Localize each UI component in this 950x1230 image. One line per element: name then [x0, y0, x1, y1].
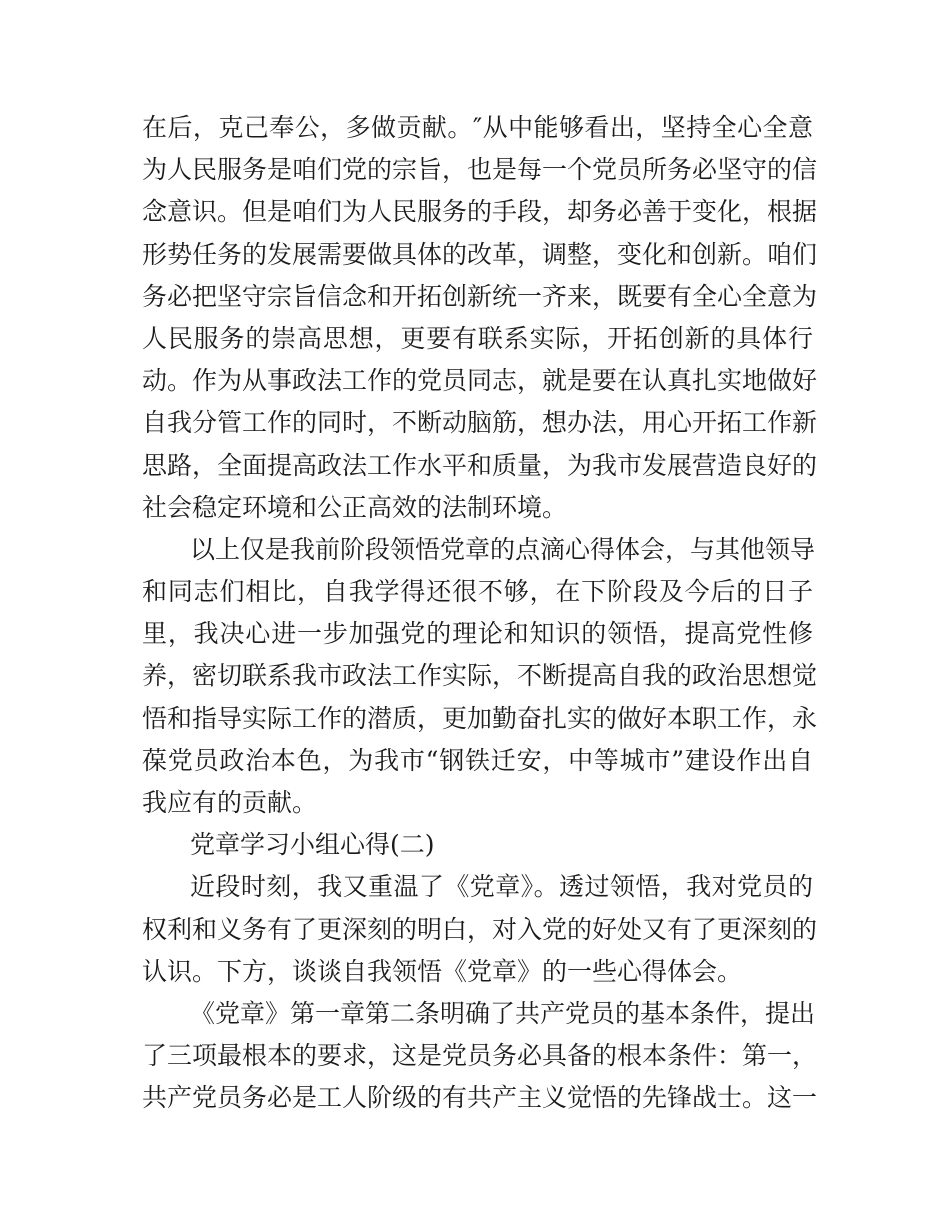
text-line: 里，我决心进一步加强党的理论和知识的领悟，提高党性修 — [142, 619, 813, 649]
text-line: 思路，全面提高政法工作水平和质量，为我市发展营造良好的 — [142, 450, 818, 480]
text-line: 共产党员务必是工人阶级的有共产主义觉悟的先锋战士。这一 — [142, 1083, 818, 1113]
text-line: 和同志们相比，自我学得还很不够，在下阶段及今后的日子 — [142, 577, 813, 607]
text-line: 社会稳定环境和公正高效的法制环境。 — [142, 492, 568, 522]
text-line: 形势任务的发展需要做具体的改革，调整，变化和创新。咱们 — [142, 239, 818, 269]
text-line: 自我分管工作的同时，不断动脑筋，想办法，用心开拓工作新 — [142, 408, 818, 438]
text-line: 念意识。但是咱们为人民服务的手段，却务必善于变化，根据 — [142, 197, 818, 227]
text-line: 动。作为从事政法工作的党员同志，就是要在认真扎实地做好 — [142, 366, 818, 396]
text-line: 认识。下方，谈谈自我领悟《党章》的一些心得体会。 — [142, 956, 743, 986]
text-line: 务必把坚守宗旨信念和开拓创新统一齐来，既要有全心全意为 — [142, 281, 818, 311]
text-line: 葆党员政治本色，为我市“钢铁迁安，中等城市”建设作出自 — [142, 745, 813, 775]
text-line: 养，密切联系我市政法工作实际，不断提高自我的政治思想觉 — [142, 661, 818, 691]
document-body — [142, 107, 818, 1120]
text-line: 在后，克己奉公，多做贡献。″从中能够看出，坚持全心全意 — [142, 113, 813, 142]
text-line: 悟和指导实际工作的潜质，更加勤奋扎实的做好本职工作，永 — [142, 703, 818, 733]
text-line: 近段时刻，我又重温了《党章》。透过领悟，我对党员的 — [190, 872, 813, 902]
text-line: 权利和义务有了更深刻的明白，对入党的好处又有了更深刻的 — [142, 914, 818, 944]
text-line: 以上仅是我前阶段领悟党章的点滴心得体会，与其他领导 — [190, 534, 816, 564]
text-line: 为人民服务是咱们党的宗旨，也是每一个党员所务必坚守的信 — [142, 155, 818, 185]
text-line: 了三项最根本的要求，这是党员务必具备的根本条件：第一， — [142, 1041, 818, 1071]
text-line: 《党章》第一章第二条明确了共产党员的基本条件，提出 — [190, 998, 816, 1028]
text-line: 我应有的贡献。 — [142, 788, 318, 817]
section-heading: 党章学习小组心得(二) — [190, 830, 435, 860]
text-line: 人民服务的崇高思想，更要有联系实际，开拓创新的具体行 — [142, 323, 813, 353]
